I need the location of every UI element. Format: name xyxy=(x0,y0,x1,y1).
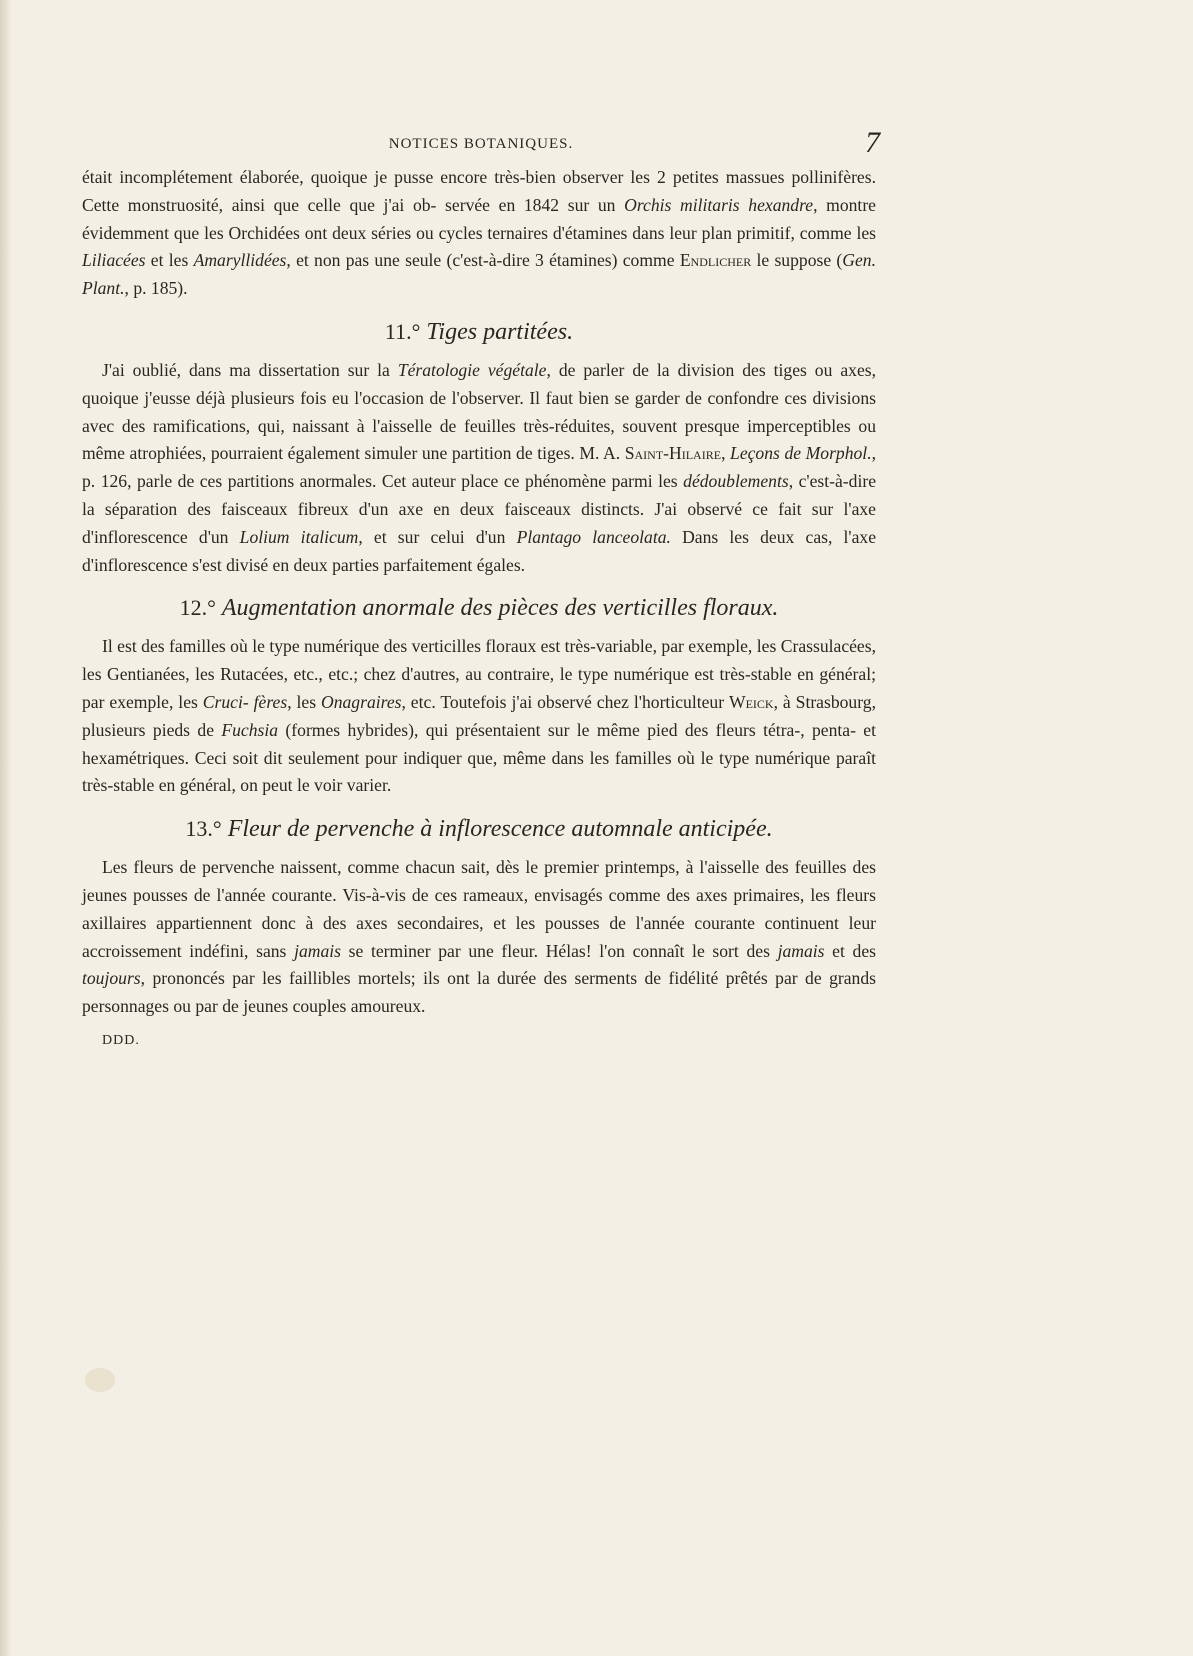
text-run: Dans les deux cas, l'axe d'inflorescence s'est divisé en deux parties parfaitement égales. xyxy=(82,526,877,575)
section-heading-12 xyxy=(82,593,876,623)
text-run: , à Strasbourg, plusieurs pieds de xyxy=(82,691,876,740)
section-title: Fleur de pervenche à inflorescence automnale anticipée. xyxy=(227,816,773,843)
italic-term: Tératologie végétale xyxy=(397,359,547,380)
signature: DDD. xyxy=(102,1032,140,1048)
text-run: , p. 185). xyxy=(124,278,188,299)
page-number: 7 xyxy=(865,126,880,159)
section-heading-11 xyxy=(82,317,876,347)
italic-term: Amaryllidées xyxy=(193,250,287,271)
italic-term: Onagraires xyxy=(321,691,402,712)
italic-term: Cruci- fères xyxy=(202,691,288,712)
text-run: , montre évidemment que les Orchidées ont deux séries ou cycles ternaires d'étamines dans leur plan primitif, comme les xyxy=(82,194,876,243)
paragraph-intro xyxy=(82,164,876,303)
text-run: (formes hybrides), qui présentaient sur le même pied des fleurs tétra-, penta- et hexamétriques. Ceci soit dit seulement pour indiquer que, même dans les familles où le type numérique paraît très-stable en général, on peut le voir varier. xyxy=(82,719,877,796)
section-number: 11.° xyxy=(384,318,421,344)
text-run: , etc. Toutefois j'ai observé chez l'horticulteur xyxy=(401,691,729,712)
text-run: se terminer par une fleur. Hélas! l'on connaît le sort des xyxy=(341,940,778,961)
text-run: et des xyxy=(824,940,876,961)
text-run: , et non pas une seule (c'est-à-dire 3 étamines) comme xyxy=(286,250,680,271)
text-run: J'ai oublié, dans ma dissertation sur la xyxy=(102,359,398,380)
text-run: , p. 126, parle de ces partitions anormales. Cet auteur place ce phénomène parmi les xyxy=(82,443,876,492)
section-title: Augmentation anormale des pièces des verticilles floraux. xyxy=(221,595,779,622)
italic-term: Liliacées xyxy=(82,250,146,271)
italic-term: Gen. Plant. xyxy=(82,250,876,299)
italic-term: toujours xyxy=(82,968,141,989)
text-run: Les fleurs de pervenche naissent, comme chacun sait, dès le premier printemps, à l'aisselle des feuilles des jeunes pousses de l'année courante. Vis-à-vis de ces rameaux, envisagés comme des axes primaires, les fleurs axillaires appartiennent donc à des axes secondaires, et les pousses de l'année courante continuent leur accroissement indéfini, sans xyxy=(82,857,876,961)
paragraph-section-12 xyxy=(82,633,876,800)
text-run: , c'est-à-dire la séparation des faisceaux fibreux d'un axe en deux faisceaux distincts. J'ai observé ce fait sur l'axe d'inflorescence d'un xyxy=(82,471,877,547)
italic-term: jamais xyxy=(777,940,825,961)
italic-term: Leçons de Morphol. xyxy=(730,443,872,464)
page-header xyxy=(82,126,880,162)
italic-term: Plantago lanceolata. xyxy=(516,526,671,547)
italic-term: Orchis militaris hexandre xyxy=(624,194,814,215)
text-run: était incomplétement élaborée, quoique je pusse encore très-bien observer les 2 petites massues pollinifères. Cette monstruosité, ainsi que celle que j'ai ob- servée en 1842 sur un xyxy=(82,167,876,215)
paper-stain xyxy=(85,1368,115,1392)
page-edge-shadow xyxy=(0,0,12,1656)
text-run: Il est des familles où le type numérique des verticilles floraux est très-variable, par exemple, les Crassulacées, les Gentianées, les Rutacées, etc., etc.; chez d'autres, au contraire, le type numérique est très-stable en général; par exemple, les xyxy=(82,636,876,712)
author-name: Endlicher xyxy=(679,250,752,271)
section-number: 13.° xyxy=(185,816,222,842)
author-name: Weick xyxy=(728,691,774,712)
author-name: Saint-Hilaire xyxy=(624,443,722,464)
text-run: , prononcés par les faillibles mortels; ils ont la durée des serments de fidélité prêtés par de grands personnages ou par de jeunes couples amoureux. xyxy=(82,968,876,1017)
text-run: , les xyxy=(287,691,321,712)
italic-term: dédoublements xyxy=(683,471,789,492)
section-heading-13 xyxy=(82,814,876,844)
text-run: le suppose ( xyxy=(751,250,843,271)
text-run: , xyxy=(721,443,731,464)
text-run: et les xyxy=(145,250,194,271)
italic-term: Fuchsia xyxy=(221,719,279,740)
section-number: 12.° xyxy=(179,595,216,621)
text-run: , et sur celui d'un xyxy=(358,526,517,547)
italic-term: jamais xyxy=(294,940,341,961)
running-head: NOTICES BOTANIQUES. xyxy=(388,136,574,152)
section-title: Tiges partitées. xyxy=(426,318,574,345)
paragraph-section-11 xyxy=(82,357,876,579)
paragraph-section-13 xyxy=(82,854,876,1021)
body-text xyxy=(82,164,876,1055)
text-run: , de parler de la division des tiges ou axes, quoique j'eusse déjà plusieurs fois eu l'occasion de l'observer. Il faut bien se garder de confondre ces divisions avec des ramifications, qui, naissant à l'aisselle de feuilles très-réduites, souvent presque imperceptibles ou même atrophiées, pourraient également simuler une partition de tiges. M. A. xyxy=(82,359,877,464)
italic-term: Lolium italicum xyxy=(239,526,359,547)
